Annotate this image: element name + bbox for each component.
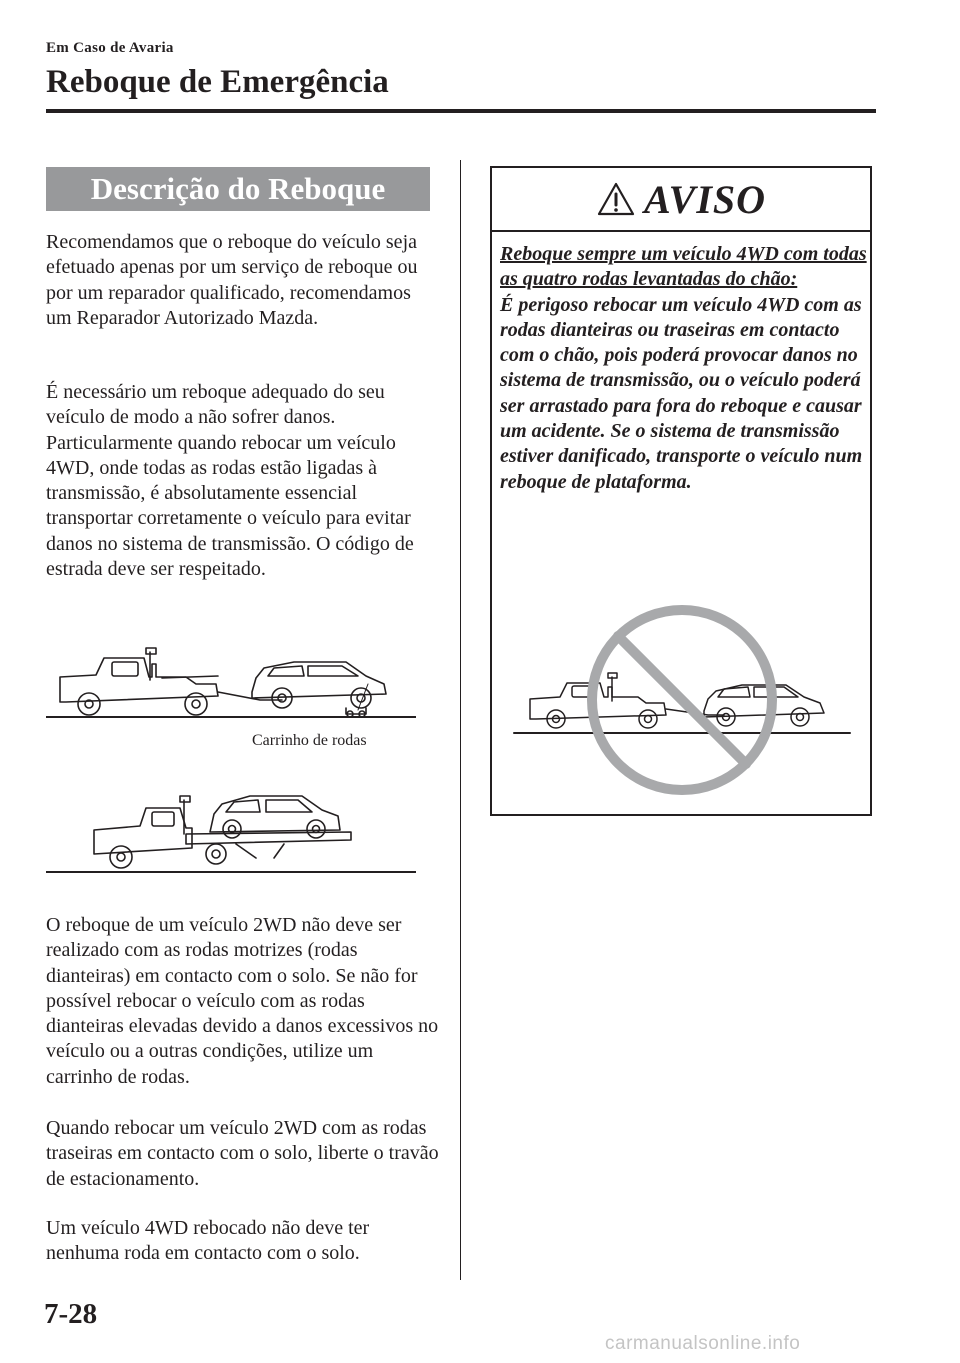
page-title: Reboque de Emergência xyxy=(46,64,389,100)
warning-triangle-icon xyxy=(596,181,636,217)
warning-subtitle: Reboque sempre um veículo 4WD com todas as quatro rodas levantadas do chão: xyxy=(500,243,867,291)
section-kicker: Em Caso de Avaria xyxy=(46,40,174,56)
warning-text: É perigoso rebocar um veículo 4WD com as rodas dianteiras ou traseiras em contacto com o chão, pois poderá provocar danos no sistema de transmissão, ou o veículo poderá ser arrastado para fora do reboque e causar um acidente. Se o sistema de transmissão estiver danificado, transporte o veículo num reboque de plataforma. xyxy=(500,293,863,493)
paragraph-2wd-rear: Quando rebocar um veículo 2WD com as rodas traseiras em contacto com o solo, liberte o travão de estacionamento. xyxy=(46,1117,439,1190)
prohibition-sign xyxy=(592,610,772,790)
watermark: carmanualsonline.info xyxy=(605,1333,801,1354)
page-number: 7-28 xyxy=(44,1298,98,1330)
tow-truck-dolly-illustration xyxy=(46,632,416,722)
paragraph-proper-towing: É necessário um reboque adequado do seu veículo de modo a não sofrer danos. Particularmente quando rebocar um veículo 4WD, onde todas as rodas estão ligadas à transmissão, é absolutamente essencial transportar corretamente o veículo para evitar danos no sistema de transmissão. O código de estrada deve ser respeitado. xyxy=(46,381,414,581)
section-heading: Descrição do Reboque xyxy=(90,171,386,206)
warning-title: AVISO xyxy=(643,176,767,222)
prohibited-towing-illustration xyxy=(512,597,852,807)
paragraph-4wd: Um veículo 4WD rebocado não deve ter nenhuma roda em contacto com o solo. xyxy=(46,1217,370,1265)
warning-header xyxy=(492,168,870,232)
header-rule xyxy=(46,109,876,113)
paragraph-2wd-front: O reboque de um veículo 2WD não deve ser realizado com as rodas motrizes (rodas dianteiras) em contacto com o solo. Se não for possível rebocar o veículo com as rodas dianteiras elevadas devido a danos excessivos no veículo ou a outras condições, utilize um carrinho de rodas. xyxy=(46,914,439,1088)
dolly-label: Carrinho de rodas xyxy=(252,732,367,749)
column-divider xyxy=(460,160,461,1280)
paragraph-recommendation: Recomendamos que o reboque do veículo seja efetuado apenas por um serviço de reboque ou por um reparador qualificado, recomendamos um Reparador Autorizado Mazda. xyxy=(46,231,418,329)
warning-body xyxy=(500,242,868,495)
flatbed-truck-illustration xyxy=(46,782,416,877)
